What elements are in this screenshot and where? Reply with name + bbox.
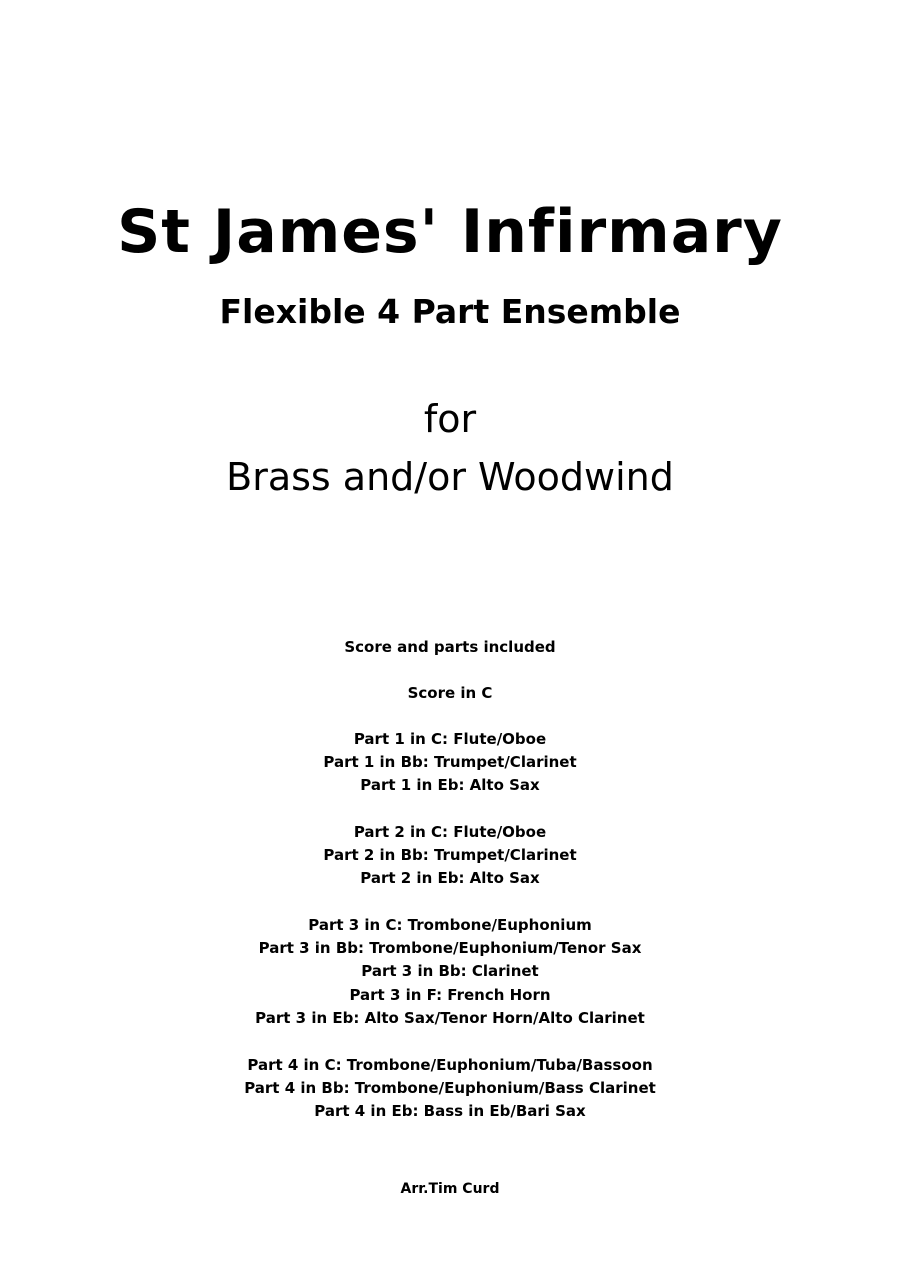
included-note: Score and parts included (344, 638, 556, 656)
part-line: Part 2 in C: Flute/Oboe (353, 823, 547, 841)
part-line: Part 3 in Bb: Trombone/Euphonium/Tenor Sax (258, 939, 642, 958)
arranger-credit: Arr.Tim Curd (400, 1181, 500, 1197)
part-line: Part 1 in Bb: Trumpet/Clarinet (323, 753, 577, 772)
part-line: Part 4 in C: Trombone/Euphonium/Tuba/Bassoon (247, 1056, 653, 1074)
part-line: Part 1 in C: Flute/Oboe (353, 730, 547, 748)
part-1-group (0, 728, 900, 798)
part-line: Part 4 in Bb: Trombone/Euphonium/Bass Clarinet (244, 1079, 656, 1098)
part-line: Part 4 in Eb: Bass in Eb/Bari Sax (314, 1102, 586, 1121)
part-line: Part 2 in Eb: Alto Sax (360, 869, 540, 888)
instrumentation-text: Brass and/or Woodwind (226, 455, 674, 499)
part-line: Part 3 in F: French Horn (349, 985, 551, 1004)
part-line: Part 3 in Bb: Clarinet (361, 962, 539, 981)
part-3-group (0, 914, 900, 1030)
part-2-group (0, 821, 900, 891)
part-line: Part 1 in Eb: Alto Sax (360, 776, 540, 795)
part-4-group (0, 1054, 900, 1124)
part-line: Part 3 in Eb: Alto Sax/Tenor Horn/Alto Clarinet (255, 1008, 645, 1027)
document-subtitle: Flexible 4 Part Ensemble (219, 292, 681, 331)
part-line: Part 3 in C: Trombone/Euphonium (308, 916, 592, 934)
score-line: Score in C (407, 684, 493, 702)
document-title: St James' Infirmary (117, 197, 783, 267)
for-text: for (423, 397, 477, 441)
part-line: Part 2 in Bb: Trumpet/Clarinet (323, 846, 577, 865)
